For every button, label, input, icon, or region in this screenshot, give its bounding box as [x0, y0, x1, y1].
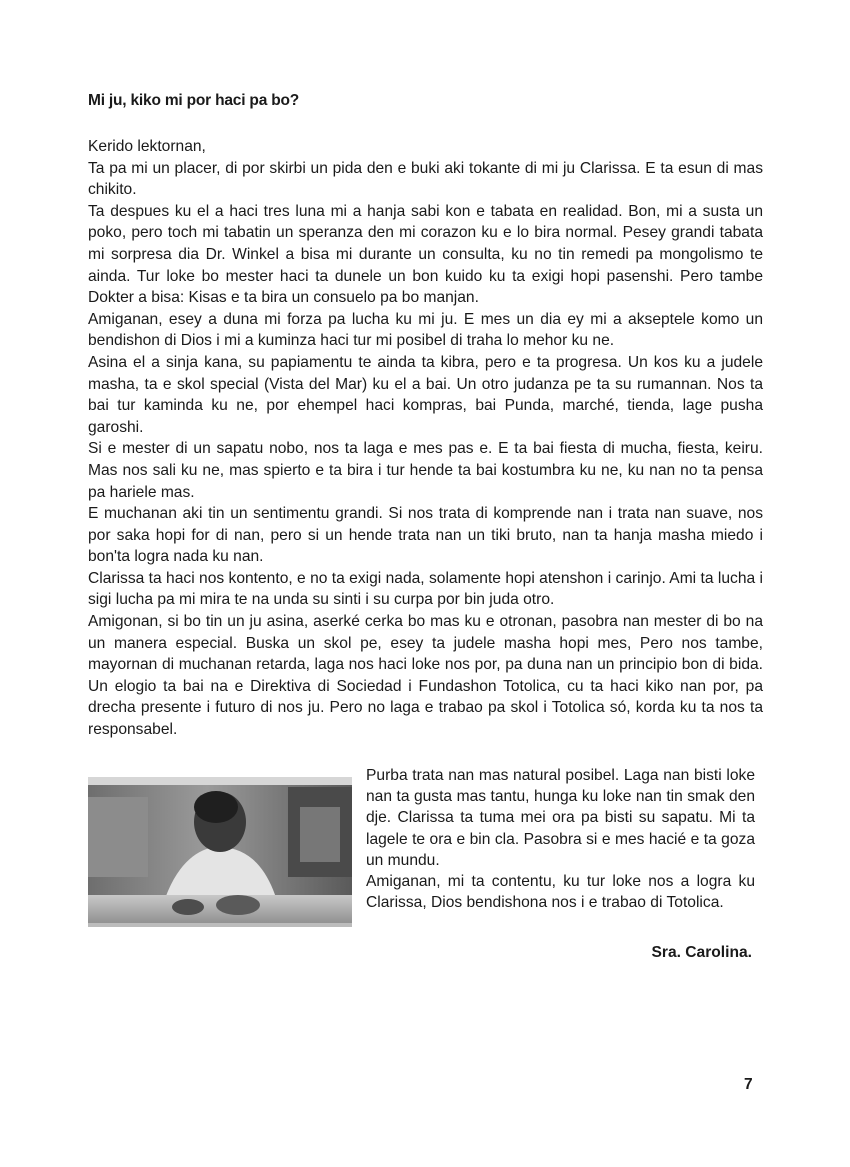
- article-body-lower: [88, 765, 755, 931]
- page-number: 7: [744, 1076, 753, 1093]
- paragraph: Purba trata nan mas natural posibel. Laga nan bisti loke nan ta gusta mas tantu, hunga ku loke nan tin smak den dje. Clarissa ta tuma mei ora pa bisti su sapatu. Mi ta lagele te ora e bin cla. Pasobra si e mes hacié e ta goza un mundu.: [366, 767, 755, 869]
- paragraph: E muchanan aki tin un sentimentu grandi. Si nos trata di komprende nan i trata nan suave, nos por saka hopi for di nan, pero si un hende trata nan un tiki bruto, nan ta hanja masha miedo i bon'ta logra nada ku nan.: [88, 505, 763, 566]
- paragraph: Si e mester di un sapatu nobo, nos ta laga e mes pas e. E ta bai fiesta di mucha, fiesta, keiru. Mas nos sali ku ne, mas spierto e ta bira i tur hende ta bai kostumbra ku ne, ku nan no ta pensa pa hariele mas.: [88, 440, 763, 501]
- paragraph-salutation: Kerido lektornan,: [88, 138, 206, 155]
- paragraph: Clarissa ta haci nos kontento, e no ta exigi nada, solamente hopi atenshon i carinjo. Ami ta lucha i sigi lucha pa mi mira te na unda su sinti i su curpa por bin juda otro.: [88, 569, 763, 609]
- article-body: [88, 136, 763, 741]
- paragraph: Amiganan, esey a duna mi forza pa lucha ku mi ju. E mes un dia ey mi a akseptele komo un bendishon di Dios i mi a kuminza haci tur mi posibel di traha lo mehor ku ne.: [88, 310, 763, 350]
- paragraph: Ta pa mi un placer, di por skirbi un pida den e buki aki tokante di mi ju Clarissa. E ta esun di mas chikito.: [88, 159, 763, 199]
- paragraph: Amigonan, si bo tin un ju asina, aserké cerka bo mas ku e otronan, pasobra nan mester di bo na un manera especial. Buska un skol pe, esey ta judele masha hopi mes, Pero nos tambe, mayornan di muchanan retarda, laga nos haci loke nos por, pa duna nan un principio bon di bida. Un elogio ta bai na e Direktiva di Sociedad i Fundashon Totolica, cu ta haci kiko nan por, pa drecha presente i futuro di nos ju. Pero no laga e trabao pa skol i Totolica só, korda ku ta nos ta responsabel.: [88, 613, 763, 739]
- paragraph: Asina el a sinja kana, su papiamentu te ainda ta kibra, pero e ta progresa. Un kos ku a judele masha, ta e skol special (Vista del Mar) ku el a bai. Un otro judanza pe ta su rumannan. Nos ta bai tur kaminda ku ne, por ehempel haci kompras, bai Punda, marché, tienda, lage pusha garoshi.: [88, 353, 763, 436]
- paragraph: Amiganan, mi ta contentu, ku tur loke nos a logra ku Clarissa, Dios bendishona nos i e trabao di Totolica.: [366, 873, 755, 912]
- article-title: Mi ju, kiko mi por haci pa bo?: [88, 92, 300, 109]
- author-signature: Sra. Carolina.: [651, 944, 752, 961]
- paragraph: Ta despues ku el a haci tres luna mi a hanja sabi kon e tabata en realidad. Bon, mi a susta un poko, pero toch mi tabatin un speranza den mi corazon ku e lo bira normal. Pesey grandi tabata mi sorpresa dia Dr. Winkel a bisa mi durante un consulta, ku no tin remedi pa mongolismo te ainda. Tur loke bo mester haci ta dunele un bon kuido ku ta exigi hopi pasenshi. Pero tambe Dokter a bisa: Kisas e ta bira un consuelo pa bo manjan.: [88, 202, 763, 307]
- child-photo: [88, 777, 352, 927]
